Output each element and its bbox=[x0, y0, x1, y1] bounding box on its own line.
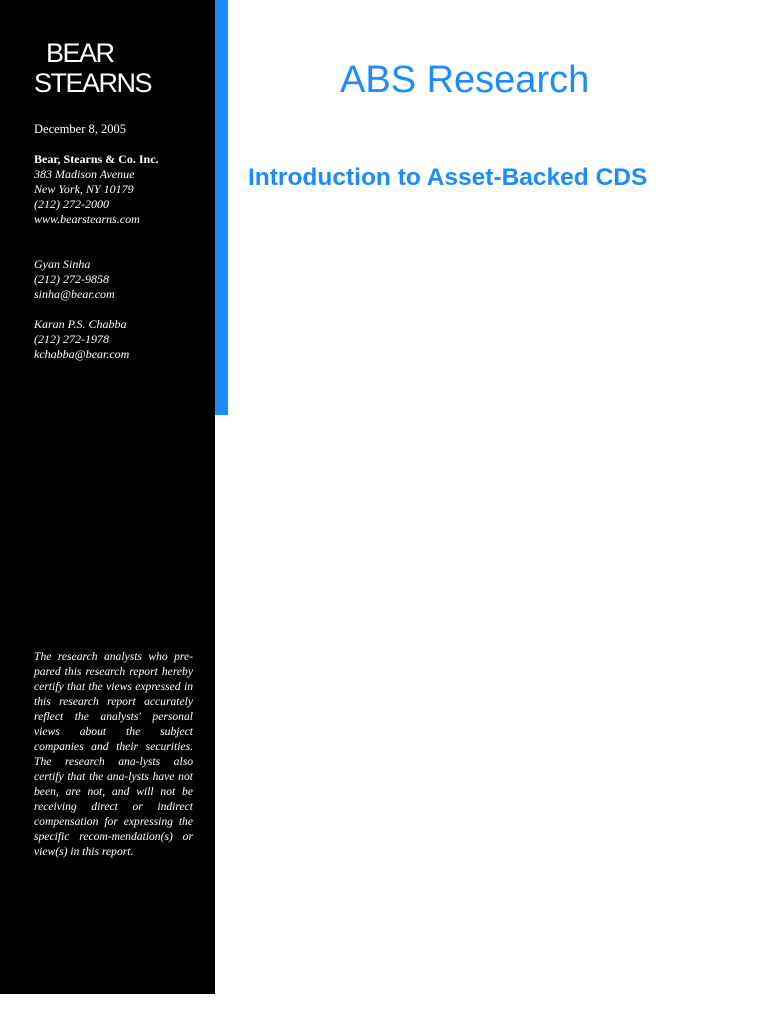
logo-line-2: STEARNS bbox=[34, 68, 152, 98]
report-subtitle: Introduction to Asset-Backed CDS bbox=[248, 164, 648, 191]
company-address-line-1: 383 Madison Avenue bbox=[34, 167, 135, 181]
bear-stearns-logo bbox=[34, 38, 151, 98]
company-website: www.bearstearns.com bbox=[34, 212, 140, 226]
company-name: Bear, Stearns & Co. Inc. bbox=[34, 152, 159, 166]
analyst-phone: (212) 272-9858 bbox=[34, 272, 109, 286]
company-contact-block bbox=[34, 152, 159, 227]
accent-bar bbox=[215, 0, 228, 415]
company-phone: (212) 272-2000 bbox=[34, 197, 109, 211]
analyst-name: Karan P.S. Chabba bbox=[34, 317, 127, 331]
analyst-name: Gyan Sinha bbox=[34, 257, 91, 271]
analyst-email: kchabba@bear.com bbox=[34, 347, 130, 361]
logo-line-1: BEAR bbox=[46, 38, 114, 68]
sidebar bbox=[0, 0, 215, 994]
report-date: December 8, 2005 bbox=[34, 122, 126, 136]
company-address-line-2: New York, NY 10179 bbox=[34, 182, 134, 196]
page-title: ABS Research bbox=[340, 59, 590, 101]
analyst-certification-disclaimer: The research analysts who pre-pared this research report hereby certify that the views expressed in this research report accurately reflect the analysts' personal views about the subject companies and their securities. The research ana-lysts also certify that the ana-lysts have not been, are not, and will not be receiving direct or indirect compensation for expressing the specific recom-mendation(s) or view(s) in this report. bbox=[34, 650, 193, 858]
analyst-contact-block bbox=[34, 257, 115, 302]
analyst-contact-block bbox=[34, 317, 129, 362]
analyst-phone: (212) 272-1978 bbox=[34, 332, 109, 346]
analyst-email: sinha@bear.com bbox=[34, 287, 115, 301]
